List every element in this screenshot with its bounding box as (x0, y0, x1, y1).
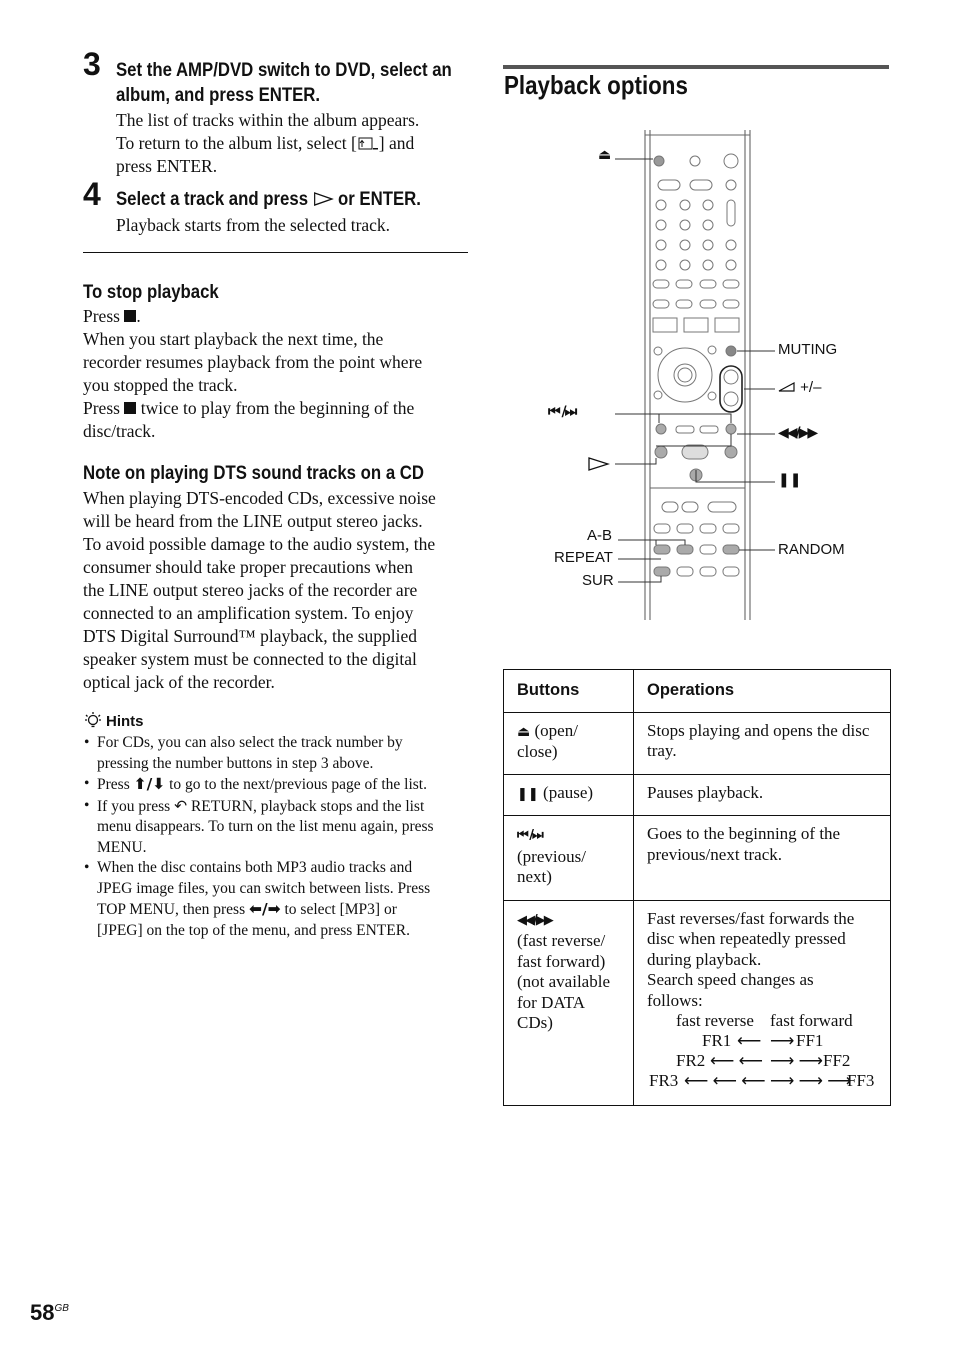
column-header: Buttons (504, 670, 634, 713)
page-number (30, 1300, 69, 1326)
step-number: 3 (83, 46, 101, 82)
speed-value: FR2 (676, 1051, 706, 1070)
label-sur: SUR (582, 572, 614, 589)
volume-icon (778, 381, 796, 393)
list-item (84, 796, 474, 859)
button-cell (504, 816, 634, 901)
text-line (83, 397, 473, 420)
list-item (84, 774, 474, 796)
right-arrow-icon: ⟶ ⟶ ⟶ (770, 1071, 852, 1090)
text-run: RETURN, playback stops and the list (190, 797, 425, 815)
up-down-arrow-icon: ⬆/⬇ (133, 775, 166, 793)
button-cell (504, 900, 634, 1106)
text-line (116, 132, 476, 155)
rewind-ff-icon: ◀◀/▶▶ (778, 425, 817, 441)
text-line: DTS Digital Surround™ playback, the supplied (83, 626, 418, 646)
play-icon (313, 191, 334, 207)
text-run: Press (83, 398, 120, 418)
step-heading: album, and press ENTER. (116, 84, 321, 106)
stop-icon (124, 402, 136, 414)
eject-icon: ⏏ (598, 147, 612, 163)
section-heading: Note on playing DTS sound tracks on a CD (83, 462, 425, 484)
text-line: the LINE output stereo jacks of the recorder are (83, 580, 418, 600)
table-row (504, 900, 891, 1106)
text-line: speaker system must be connected to the digital (83, 649, 417, 669)
text-line: [JPEG] on the top of the menu, and press ENTER. (97, 921, 410, 939)
prev-next-icon: ⏮ /⏭ (548, 404, 576, 420)
left-arrow-icon: ⟵ (737, 1031, 762, 1050)
text-run: (pause) (543, 782, 594, 802)
text-line: When playing DTS-encoded CDs, excessive noise (83, 488, 436, 508)
label-repeat: REPEAT (554, 549, 613, 566)
speed-value: FR3 (649, 1071, 679, 1090)
label-random: RANDOM (778, 541, 845, 558)
stop-body (83, 305, 473, 443)
operation-cell: Pauses playback. (634, 774, 891, 816)
text-line: • For CDs, you can also select the track number by (97, 734, 403, 751)
text-line: connected to an amplification system. To enjoy (83, 603, 414, 623)
label-muting: MUTING (778, 341, 838, 358)
text-run: ] and (378, 133, 415, 153)
step-body: Playback starts from the selected track. (116, 215, 391, 235)
operation-cell: Goes to the beginning of the previous/next track. (634, 816, 891, 901)
text-run: +/– (800, 379, 822, 396)
list-item (84, 858, 474, 941)
operation-cell (634, 900, 891, 1106)
text-run: Press (97, 776, 130, 793)
text-line: Fast reverses/fast forwards the (647, 908, 855, 928)
step-heading (116, 188, 421, 211)
text-run: . (136, 306, 141, 326)
text-run: (fast reverse/ fast forward) (not available for DATA CDs) (517, 931, 610, 1032)
stop-icon (124, 310, 136, 322)
text-line: When you start playback the next time, the (83, 329, 384, 349)
folder-up-icon (357, 135, 379, 151)
text-line (97, 899, 474, 921)
page-number-value: 58 (30, 1300, 55, 1325)
text-run: to go to the next/previous page of the list. (169, 776, 427, 793)
operations-table (503, 669, 891, 1106)
button-cell (504, 712, 634, 774)
hints-list (84, 733, 474, 941)
speed-header: fast reverse (676, 1011, 754, 1030)
text-line: during playback. (647, 949, 762, 969)
text-line: consumer should take proper precautions when (83, 557, 413, 577)
hints-title: Hints (106, 713, 144, 730)
text-line: will be heard from the LINE output stereo jacks. (83, 511, 423, 531)
text-line: disc when repeatedly pressed (647, 929, 846, 948)
column-header: Operations (634, 670, 891, 713)
label-ab: A-B (587, 527, 613, 544)
button-cell (504, 774, 634, 816)
page-suffix: GB (54, 1303, 69, 1314)
text-line: • When the disc contains both MP3 audio tracks and (97, 859, 413, 876)
text-line: menu disappears. To turn on the list menu again, press (97, 818, 434, 835)
prev-next-icon: ⏮ /⏭ (517, 828, 542, 843)
text-run: Press (83, 306, 120, 326)
text-run: (open/ close) (517, 720, 578, 761)
text-line: To avoid possible damage to the audio system, the (83, 534, 436, 554)
left-arrow-icon: ⟵ ⟵ (710, 1051, 763, 1070)
text-line: JPEG image files, you can switch between lists. Press (97, 879, 431, 897)
text-run: If you press (97, 797, 171, 815)
speed-value: FF2 (823, 1051, 851, 1070)
text-run: or ENTER. (338, 188, 421, 210)
step-body (116, 109, 476, 178)
text-line: MENU. (97, 838, 147, 856)
remote-buttons (653, 154, 742, 576)
right-arrow-icon: ⟶ (770, 1031, 795, 1050)
right-arrow-icon: ⟶ ⟶ (770, 1051, 823, 1070)
step-number: 4 (83, 176, 101, 212)
step-heading: Set the AMP/DVD switch to DVD, select an (116, 59, 452, 81)
text-line: press ENTER. (116, 156, 218, 176)
text-run: To return to the album list, select [ (116, 133, 357, 153)
section-heading: To stop playback (83, 281, 219, 303)
text-line: recorder resumes playback from the point where (83, 352, 423, 372)
play-icon (588, 457, 610, 476)
lightbulb-icon (84, 711, 102, 729)
section-rule (503, 65, 889, 69)
table-row (504, 774, 891, 816)
text-run: TOP MENU, then press (97, 901, 246, 918)
speed-diagram (647, 1011, 884, 1093)
left-right-arrow-icon: ⬅/➡ (248, 900, 281, 918)
table-row (504, 816, 891, 901)
speed-value: FF3 (847, 1071, 875, 1090)
table-header-row (504, 670, 891, 713)
speed-value: FF1 (796, 1031, 824, 1050)
rewind-ff-icon: ◀◀/▶▶ (517, 912, 552, 928)
operation-cell: Stops playing and opens the disc tray. (634, 712, 891, 774)
section-title: Playback options (504, 70, 688, 100)
return-icon: ↶ (174, 796, 188, 815)
text-line: you stopped the track. (83, 375, 238, 395)
text-line: optical jack of the recorder. (83, 672, 275, 692)
text-run: (previous/ next) (517, 846, 586, 886)
text-line: Search speed changes as (647, 970, 814, 989)
left-arrow-icon: ⟵ ⟵ ⟵ (684, 1071, 766, 1090)
text-run: twice to play from the beginning of the (140, 398, 415, 418)
eject-icon: ⏏ (517, 723, 531, 740)
table-row (504, 712, 891, 774)
speed-header: fast forward (770, 1011, 853, 1030)
text-run: Select a track and press (116, 188, 309, 210)
label-volume (778, 379, 821, 396)
divider (83, 252, 468, 253)
text-line: The list of tracks within the album appears. (116, 110, 420, 130)
hints-header (84, 711, 144, 731)
text-line (97, 796, 474, 818)
speed-value: FR1 (702, 1031, 732, 1050)
text-line: disc/track. (83, 421, 156, 441)
text-run: to select [MP3] or (284, 901, 397, 918)
pause-icon: ❚❚ (778, 472, 802, 488)
dts-body (83, 487, 478, 694)
text-line: follows: (647, 990, 703, 1010)
text-line (83, 305, 473, 328)
pause-icon: ❚❚ (517, 786, 539, 802)
list-item (84, 733, 474, 774)
text-line: pressing the number buttons in step 3 above. (97, 754, 374, 772)
